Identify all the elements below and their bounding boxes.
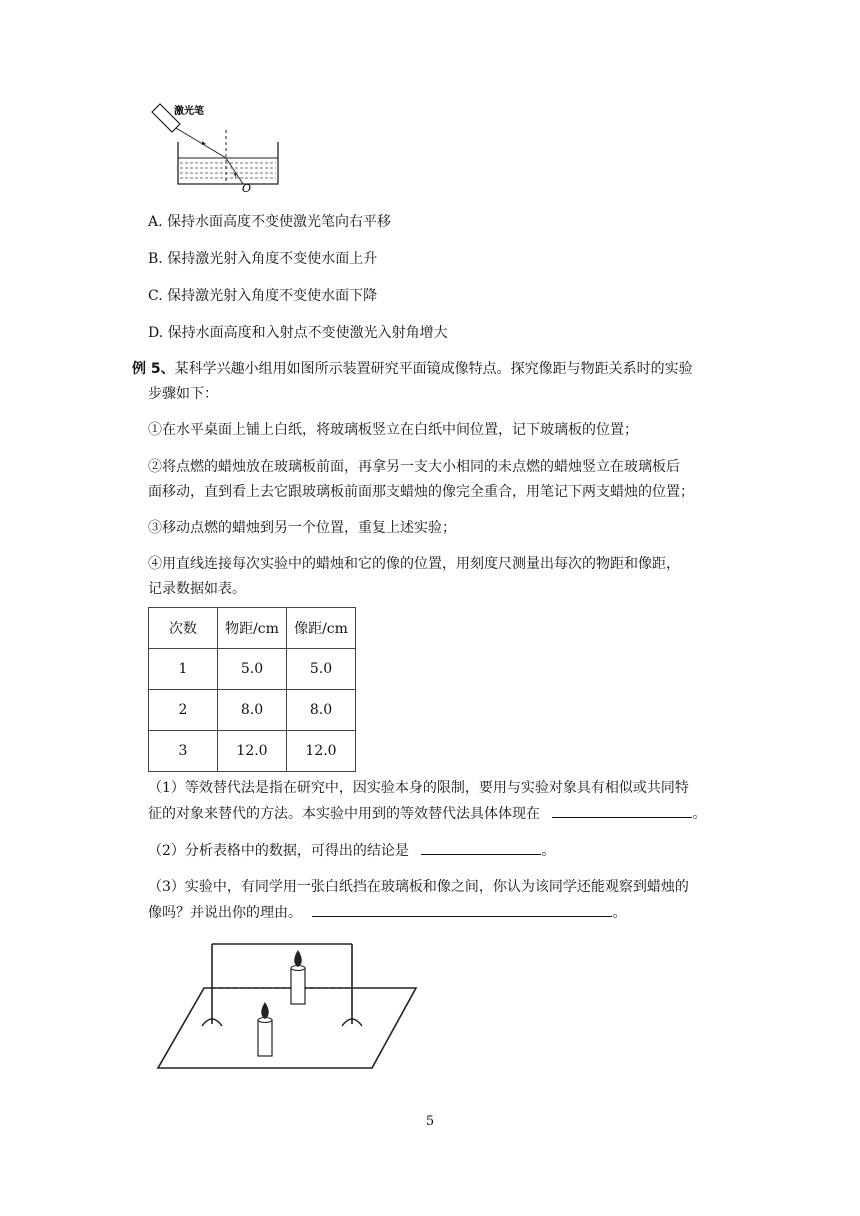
option-letter: D.	[148, 325, 164, 341]
table-cell: 12.0	[218, 731, 287, 772]
step-1: ①在水平桌面上铺上白纸，将玻璃板竖立在白纸中间位置，记下玻璃板的位置；	[148, 422, 638, 438]
option-a	[148, 212, 391, 232]
example-intro-line2: 步骤如下：	[148, 386, 218, 402]
option-letter: C.	[148, 288, 163, 304]
table-row	[149, 731, 356, 772]
question-3-line2	[148, 902, 626, 923]
question-1-text: 征的对象来替代的方法。本实验中用到的等效替代法具体体现在	[148, 806, 540, 822]
example-label: 例 5、	[132, 361, 175, 377]
table-cell: 3	[149, 731, 218, 772]
option-b	[148, 249, 377, 269]
data-table	[148, 607, 356, 772]
table-row	[149, 649, 356, 690]
table-cell: 2	[149, 690, 218, 731]
step-4-line1: ④用直线连接每次实验中的蜡烛和它的像的位置，用刻度尺测量出每次的物距和像距，	[148, 556, 680, 572]
answer-blank-1[interactable]	[552, 803, 692, 818]
step-4-line2: 记录数据如表。	[148, 581, 246, 597]
table-cell: 12.0	[287, 731, 356, 772]
option-letter: B.	[148, 251, 163, 267]
step-3: ③移动点燃的蜡烛到另一个位置，重复上述实验；	[148, 520, 456, 536]
answer-blank-2[interactable]	[421, 840, 541, 855]
question-2	[148, 840, 555, 861]
option-d	[148, 323, 448, 343]
question-1-line1: （1）等效替代法是指在研究中，因实验本身的限制，要用与实验对象具有相似或共同特	[148, 780, 689, 796]
point-o-label: O	[242, 182, 252, 195]
question-3-line1: （3）实验中，有同学用一张白纸挡在玻璃板和像之间，你认为该同学还能观察到蜡烛的	[148, 879, 689, 895]
page-number: 5	[425, 1114, 435, 1129]
end-mark: 。	[692, 806, 707, 822]
step-2-line2: 面移动，直到看上去它跟玻璃板前面那支蜡烛的像完全重合，用笔记下两支蜡烛的位置；	[148, 484, 694, 500]
laser-pen-label: 激光笔	[174, 106, 204, 117]
option-text: 保持水面高度和入射点不变使激光入射角增大	[167, 325, 448, 341]
option-text: 保持激光射入角度不变使水面下降	[167, 288, 378, 304]
table-cell: 8.0	[218, 690, 287, 731]
option-text: 保持水面高度不变使激光笔向右平移	[167, 214, 392, 230]
table-row	[149, 690, 356, 731]
table-cell: 5.0	[287, 649, 356, 690]
option-letter: A.	[148, 214, 163, 230]
table-cell: 5.0	[218, 649, 287, 690]
example-intro-text: 某科学兴趣小组用如图所示装置研究平面镜成像特点。探究像距与物距关系时的实验	[174, 361, 693, 377]
end-mark: 。	[541, 843, 556, 859]
table-cell: 1	[149, 649, 218, 690]
option-text: 保持激光射入角度不变使水面上升	[167, 251, 378, 267]
example-intro-line1	[132, 359, 693, 379]
end-mark: 。	[612, 905, 627, 921]
table-header: 像距/cm	[287, 608, 356, 649]
mirror-candle-figure	[150, 938, 420, 1078]
step-2-line1: ②将点燃的蜡烛放在玻璃板前面，再拿另一支大小相同的未点燃的蜡烛竖立在玻璃板后	[148, 459, 680, 475]
option-c	[148, 286, 377, 306]
table-header: 物距/cm	[218, 608, 287, 649]
table-header: 次数	[149, 608, 218, 649]
table-header-row	[149, 608, 356, 649]
back-candle-icon	[291, 950, 305, 1004]
laser-tank-figure	[148, 100, 288, 195]
question-2-text: （2）分析表格中的数据，可得出的结论是	[148, 843, 409, 859]
answer-blank-3[interactable]	[312, 902, 612, 917]
question-3-text: 像吗？并说出你的理由。	[148, 905, 302, 921]
front-candle-icon	[258, 1002, 272, 1056]
question-1-line2	[148, 803, 706, 824]
table-cell: 8.0	[287, 690, 356, 731]
